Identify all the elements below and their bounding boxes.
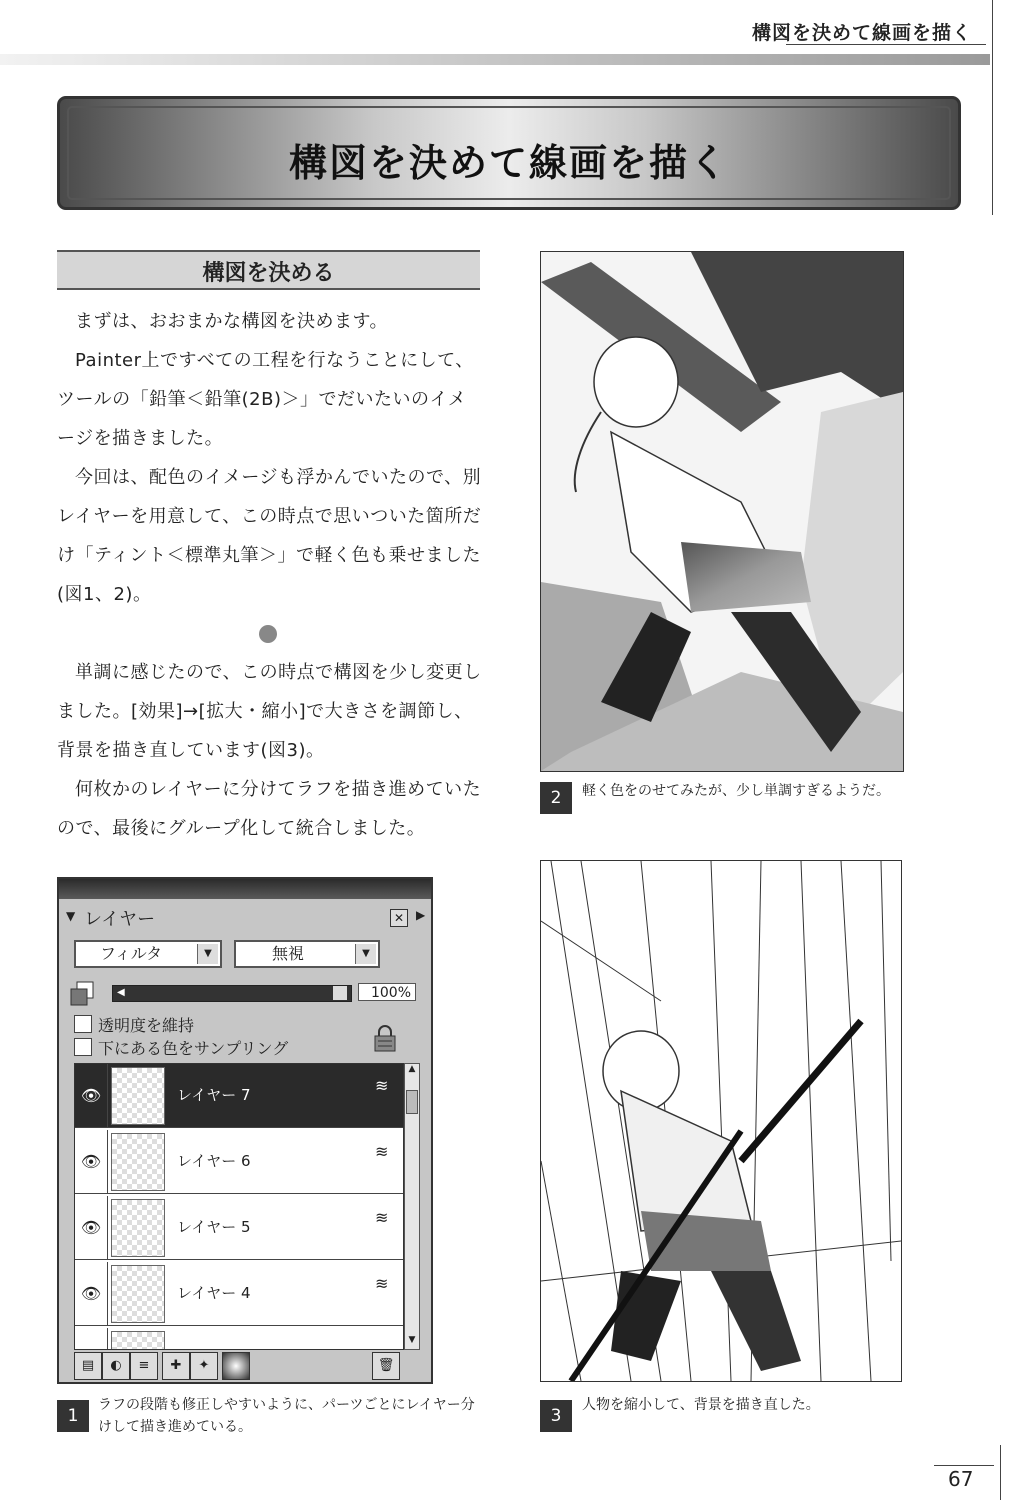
pick-up-underlying-checkbox[interactable] [74,1038,92,1056]
figure-1-caption: ラフの段階も修正しやすいように、パーツごとにレイヤー分けして描き進めている。 [98,1397,475,1435]
layer-row[interactable] [75,1064,403,1128]
eye-icon[interactable]: 👁 [75,1262,108,1326]
header-underline [786,44,986,45]
figure-2-number: 2 [540,782,572,814]
close-icon[interactable]: ✕ [390,909,408,927]
layer-stack-icon: ≋ [375,1208,389,1227]
layer-row[interactable] [75,1130,403,1194]
scroll-up-icon[interactable]: ▲ [408,1064,416,1074]
group-icon[interactable]: ▤ [74,1352,102,1380]
composite-select-value: 無視 [272,944,305,963]
layer-opacity-icon [69,980,97,1008]
color-rough-sketch [541,252,903,771]
preserve-transparency-label: 透明度を維持 [98,1016,195,1035]
figure-3-number: 3 [540,1400,572,1432]
filter-select-value: フィルタ [100,944,163,963]
paragraph: まずは、おおまかな構図を決めます。 [75,311,389,332]
figure-2-caption: 軽く色をのせてみたが、少し単調すぎるようだ。 [582,783,890,799]
eye-icon[interactable]: 👁 [75,1130,108,1194]
layer-thumbnail [111,1067,165,1125]
scroll-thumb[interactable] [406,1090,418,1114]
page-number-vrule [1000,1445,1001,1500]
layer-row[interactable] [75,1262,403,1326]
ungroup-icon[interactable]: ◐ [102,1352,130,1380]
layer-name: レイヤー 6 [177,1152,251,1170]
panel-titlebar[interactable] [59,879,431,899]
eye-icon[interactable]: 👁 [75,1064,108,1128]
bullet-separator [259,625,277,643]
panel-title: レイヤー [84,909,156,930]
collapse-icon[interactable]: ≡ [130,1352,158,1380]
figure-3-illustration [540,860,902,1382]
layer-stack-icon: ≋ [375,1274,389,1293]
filter-select[interactable] [74,940,222,968]
layer-name: レイヤー 7 [177,1086,251,1104]
dynamic-layer-icon[interactable]: ✦ [190,1352,218,1380]
line-sketch [541,861,901,1381]
layer-row[interactable] [75,1328,403,1350]
figure-1-number: 1 [57,1400,89,1432]
section-title: 構図を決める [202,261,335,286]
layer-stack-icon: ≋ [375,1142,389,1161]
collapse-triangle-icon[interactable]: ▼ [66,909,76,923]
lock-icon[interactable] [372,1024,398,1052]
layer-thumbnail [111,1265,165,1323]
slider-thumb[interactable] [333,986,347,1000]
layer-row[interactable] [75,1196,403,1260]
opacity-value[interactable]: 100% [358,983,416,1001]
chevron-down-icon: ▼ [355,944,376,964]
paragraph: 何枚かのレイヤーに分けてラフを描き進めていたので、最後にグループ化して統合しました。 [57,779,482,839]
eye-icon[interactable] [75,1328,108,1350]
layer-name: レイヤー 5 [177,1218,251,1236]
layer-thumbnail [111,1199,165,1257]
eye-icon[interactable]: 👁 [75,1196,108,1260]
paragraph: 今回は、配色のイメージも浮かんでいたので、別レイヤーを用意して、この時点で思いついた箇所だけ「ティント＜標準丸筆＞」で軽く色も乗せました(図1、2)。 [57,467,482,605]
pick-up-underlying-label: 下にある色をサンプリング [98,1039,289,1058]
slider-left-icon[interactable]: ◀ [117,987,125,998]
trash-icon[interactable]: 🗑 [372,1352,400,1380]
layer-stack-icon: ≋ [375,1076,389,1095]
preserve-transparency-checkbox[interactable] [74,1015,92,1033]
panel-menu-arrow-icon[interactable]: ▶ [416,908,426,922]
paragraph: 単調に感じたので、この時点で構図を少し変更しました。[効果]→[拡大・縮小]で大きさを調節し、背景を描き直しています(図3)。 [57,662,482,761]
layer-list [74,1063,404,1350]
composite-method-select[interactable] [234,940,380,968]
page-number: 67 [948,1467,974,1491]
chevron-down-icon: ▼ [197,944,218,964]
paragraph: Painter上ですべての工程を行なうことにして、ツールの「鉛筆＜鉛筆(2B)＞」でだいたいのイメージを描きました。 [57,350,474,449]
layer-thumbnail [111,1133,165,1191]
layer-toolbar [72,1352,402,1380]
page-title: 構図を決めて線画を描く [288,141,729,185]
figure-2-illustration [540,251,904,772]
mask-icon[interactable] [222,1352,250,1380]
new-layer-icon[interactable]: ✚ [162,1352,190,1380]
figure-3-caption: 人物を縮小して、背景を描き直した。 [582,1397,820,1413]
layer-name: レイヤー 4 [177,1284,251,1302]
opacity-slider[interactable] [112,985,352,1002]
scroll-down-icon[interactable]: ▼ [408,1335,416,1345]
layer-thumbnail [111,1331,165,1350]
header-band [0,54,990,65]
header-rule [992,0,993,215]
layer-list-scrollbar[interactable] [404,1063,420,1350]
running-header: 構図を決めて線画を描く [752,22,973,44]
